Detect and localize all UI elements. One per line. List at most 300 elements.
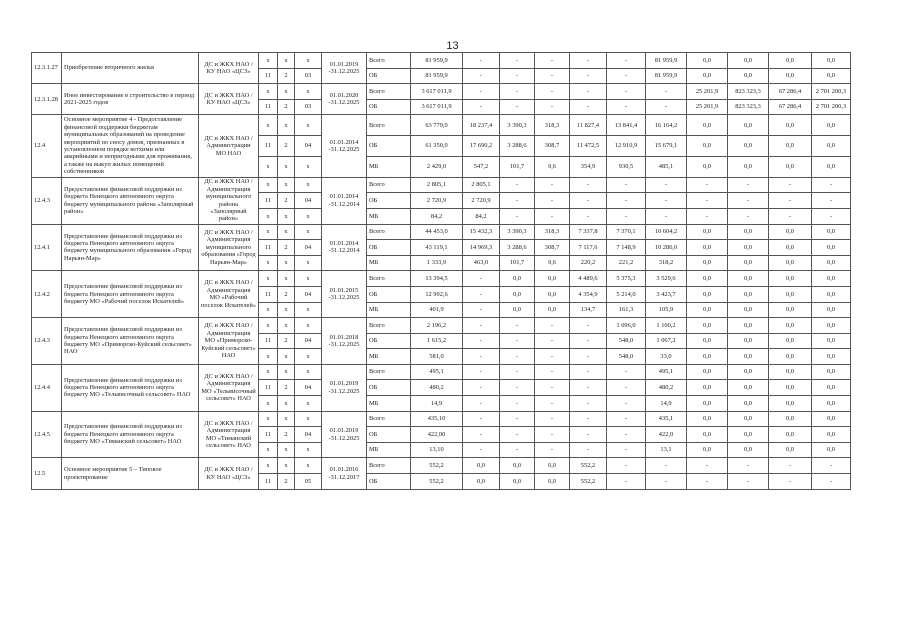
value-cell: - [535, 364, 570, 380]
value-cell: 0,0 [812, 302, 851, 318]
value-cell: 7 337,8 [570, 224, 607, 240]
period-cell: 01.01.2019 -31.12.2025 [322, 364, 367, 411]
value-cell: - [463, 364, 500, 380]
budget-code-cell: x [259, 177, 278, 193]
item-name-cell: Предоставление финансовой поддержки из бюджета Ненецкого автономного округа бюджету МО «Тиманский сельсовет» НАО [62, 411, 199, 458]
value-cell: 10 286,0 [646, 240, 687, 256]
value-cell: 84,2 [463, 208, 500, 224]
value-cell: 2 196,2 [411, 318, 463, 334]
budget-code-cell: x [259, 302, 278, 318]
value-cell: 435,10 [411, 411, 463, 427]
budget-code-cell: 2 [278, 286, 295, 302]
budget-table [31, 52, 905, 490]
value-cell: - [463, 84, 500, 100]
budget-code-cell: x [259, 156, 278, 177]
value-cell: 3 529,6 [646, 271, 687, 287]
value-cell: 0,0 [812, 364, 851, 380]
value-cell: - [607, 193, 646, 209]
budget-code-cell: x [295, 364, 322, 380]
value-cell: 4 354,9 [570, 286, 607, 302]
value-cell: 2 805,1 [411, 177, 463, 193]
budget-code-cell: 11 [259, 380, 278, 396]
budget-code-cell: x [295, 177, 322, 193]
value-cell: 0,0 [687, 318, 728, 334]
executor-cell: ДС и ЖКХ НАО / Администрация муниципального образования «Город Нарьян-Мар» [199, 224, 259, 271]
value-cell: 12 910,9 [607, 136, 646, 157]
value-cell: 221,2 [607, 255, 646, 271]
funding-source-cell: ОБ [367, 193, 411, 209]
value-cell: 0,0 [500, 302, 535, 318]
table-row [32, 271, 905, 287]
value-cell: - [535, 427, 570, 443]
value-cell: 2 720,9 [463, 193, 500, 209]
value-cell: 44 453,0 [411, 224, 463, 240]
value-cell: 0,0 [769, 302, 812, 318]
value-cell: 1 067,2 [646, 333, 687, 349]
item-number-cell: 12.4.1 [32, 224, 62, 271]
value-cell: - [769, 208, 812, 224]
funding-source-cell: Всего [367, 177, 411, 193]
budget-code-cell: x [259, 115, 278, 136]
value-cell: 11 472,5 [570, 136, 607, 157]
value-cell: 0,0 [812, 136, 851, 157]
executor-cell: ДС и ЖКХ НАО / КУ НАО «ЦСЗ» [199, 458, 259, 489]
value-cell: 1 615,2 [411, 333, 463, 349]
value-cell: - [812, 458, 851, 474]
funding-source-cell: ОБ [367, 68, 411, 84]
value-cell: 0,0 [500, 474, 535, 490]
value-cell: 0,0 [728, 333, 769, 349]
value-cell: 10 604,2 [646, 224, 687, 240]
funding-source-cell: МБ [367, 208, 411, 224]
budget-code-cell: 03 [295, 68, 322, 84]
table-row [32, 458, 905, 474]
value-cell: - [570, 99, 607, 115]
value-cell: 0,0 [812, 427, 851, 443]
budget-code-cell: x [259, 349, 278, 365]
value-cell: - [570, 84, 607, 100]
value-cell: - [607, 68, 646, 84]
executor-cell: ДС и ЖКХ НАО / Администрация муниципального района «Заполярный район» [199, 177, 259, 224]
value-cell: 9,6 [535, 156, 570, 177]
value-cell: - [570, 193, 607, 209]
budget-code-cell: x [259, 208, 278, 224]
value-cell: 0,0 [687, 115, 728, 136]
value-cell: 81 959,9 [646, 68, 687, 84]
value-cell: - [500, 427, 535, 443]
value-cell: - [500, 318, 535, 334]
value-cell: 823 323,3 [728, 99, 769, 115]
value-cell: 435,1 [646, 411, 687, 427]
item-number-cell: 12.3.1.27 [32, 53, 62, 84]
funding-source-cell: МБ [367, 156, 411, 177]
budget-code-cell: x [278, 224, 295, 240]
value-cell: 7 148,9 [607, 240, 646, 256]
item-name-cell: Предоставление финансовой поддержки из бюджета Ненецкого автономного округа бюджету МО «Приморско-Куйский сельсовет» НАО [62, 318, 199, 365]
budget-code-cell: 2 [278, 380, 295, 396]
value-cell: 0,0 [728, 136, 769, 157]
budget-code-cell: x [278, 364, 295, 380]
value-cell: 0,0 [687, 396, 728, 412]
value-cell: - [535, 411, 570, 427]
value-cell: 0,0 [812, 333, 851, 349]
budget-code-cell: 11 [259, 136, 278, 157]
value-cell: - [607, 396, 646, 412]
value-cell: - [728, 208, 769, 224]
budget-code-cell: x [295, 208, 322, 224]
value-cell: 401,9 [411, 302, 463, 318]
value-cell: 2 720,9 [411, 193, 463, 209]
item-name-cell: Приобретение вторичного жилья [62, 53, 199, 84]
budget-code-cell: x [295, 224, 322, 240]
value-cell: 0,0 [728, 396, 769, 412]
value-cell: 0,0 [687, 240, 728, 256]
value-cell: 318,2 [646, 255, 687, 271]
value-cell: 0,0 [728, 115, 769, 136]
value-cell: 33,0 [646, 349, 687, 365]
value-cell: 0,0 [769, 380, 812, 396]
value-cell: 0,0 [769, 442, 812, 458]
value-cell: 0,0 [769, 156, 812, 177]
value-cell: - [812, 474, 851, 490]
value-cell: 0,0 [769, 271, 812, 287]
value-cell: 0,0 [769, 396, 812, 412]
item-name-cell: Основное мероприятие 4 - Предоставление финансовой поддержки бюджетам муниципальных образований на проведение мероприятий по сносу домов, признанных в установленном порядке ветхими или аварийными и непригодными для проживания, а также на выкуп жилых помещений собственников [62, 115, 199, 177]
value-cell: - [570, 333, 607, 349]
value-cell: 548,0 [607, 349, 646, 365]
table-body [32, 53, 905, 490]
value-cell: - [463, 271, 500, 287]
funding-source-cell: Всего [367, 458, 411, 474]
value-cell: 17 690,2 [463, 136, 500, 157]
table-row [32, 318, 905, 334]
value-cell: - [500, 193, 535, 209]
budget-code-cell: x [259, 364, 278, 380]
value-cell: 0,0 [687, 302, 728, 318]
budget-code-cell: x [295, 442, 322, 458]
value-cell: - [500, 349, 535, 365]
budget-code-cell: 2 [278, 68, 295, 84]
budget-code-cell: x [278, 115, 295, 136]
value-cell: - [500, 333, 535, 349]
value-cell: 318,3 [535, 115, 570, 136]
value-cell: 0,0 [687, 427, 728, 443]
value-cell: - [463, 68, 500, 84]
item-name-cell: Предоставление финансовой поддержки из бюджета Ненецкого автономного округа бюджету МО «Тельвисочный сельсовет» НАО [62, 364, 199, 411]
budget-code-cell: 11 [259, 333, 278, 349]
budget-code-cell: 04 [295, 286, 322, 302]
value-cell: 15 679,1 [646, 136, 687, 157]
budget-code-cell: x [295, 271, 322, 287]
value-cell: - [535, 442, 570, 458]
budget-code-cell: x [259, 318, 278, 334]
value-cell: 4 489,6 [570, 271, 607, 287]
funding-source-cell: ОБ [367, 333, 411, 349]
value-cell: 0,0 [769, 255, 812, 271]
budget-code-cell: 11 [259, 474, 278, 490]
value-cell: - [570, 68, 607, 84]
value-cell: 422,0 [646, 427, 687, 443]
value-cell: - [769, 458, 812, 474]
value-cell: 15 432,3 [463, 224, 500, 240]
value-cell: 0,0 [812, 442, 851, 458]
value-cell: 81 959,9 [411, 53, 463, 69]
value-cell: 13 841,4 [607, 115, 646, 136]
value-cell: - [500, 84, 535, 100]
budget-code-cell: 04 [295, 427, 322, 443]
value-cell: - [535, 177, 570, 193]
budget-code-cell: 2 [278, 193, 295, 209]
value-cell: 581,0 [411, 349, 463, 365]
value-cell: 930,5 [607, 156, 646, 177]
value-cell: - [570, 318, 607, 334]
value-cell: 823 323,3 [728, 84, 769, 100]
item-number-cell: 12.4.5 [32, 411, 62, 458]
value-cell: 0,0 [500, 286, 535, 302]
executor-cell: ДС и ЖКХ НАО / Администрации МО НАО [199, 115, 259, 177]
value-cell: - [607, 458, 646, 474]
value-cell: - [769, 177, 812, 193]
value-cell: 14,9 [646, 396, 687, 412]
value-cell: - [769, 474, 812, 490]
funding-source-cell: Всего [367, 364, 411, 380]
value-cell: - [687, 177, 728, 193]
value-cell: 81 959,9 [646, 53, 687, 69]
funding-source-cell: МБ [367, 396, 411, 412]
value-cell: 3 617 011,9 [411, 99, 463, 115]
value-cell: 43 119,1 [411, 240, 463, 256]
budget-code-cell: x [278, 318, 295, 334]
value-cell: 3 288,6 [500, 240, 535, 256]
value-cell: 0,0 [687, 442, 728, 458]
value-cell: - [607, 53, 646, 69]
budget-code-cell: x [295, 411, 322, 427]
value-cell: 308,7 [535, 136, 570, 157]
value-cell: 0,0 [535, 458, 570, 474]
budget-code-cell: x [278, 177, 295, 193]
value-cell: 0,0 [728, 427, 769, 443]
value-cell: 0,0 [812, 349, 851, 365]
value-cell: 16 164,2 [646, 115, 687, 136]
budget-code-cell: 11 [259, 68, 278, 84]
budget-code-cell: x [278, 302, 295, 318]
budget-code-cell: x [295, 255, 322, 271]
period-cell: 01.01.2014 -31.12.2025 [322, 115, 367, 177]
budget-code-cell: 04 [295, 240, 322, 256]
value-cell: - [463, 53, 500, 69]
budget-code-cell: 2 [278, 136, 295, 157]
period-cell: 01.01.2020 -31.12.2025 [322, 84, 367, 115]
value-cell: 134,7 [570, 302, 607, 318]
budget-code-cell: x [278, 442, 295, 458]
budget-code-cell: x [259, 396, 278, 412]
budget-code-cell: x [278, 349, 295, 365]
value-cell: - [646, 474, 687, 490]
executor-cell: ДС и ЖКХ НАО / Администрация МО «Рабочий поселок Искателей» [199, 271, 259, 318]
value-cell: 13,1 [646, 442, 687, 458]
value-cell: 61 350,0 [411, 136, 463, 157]
value-cell: 0,0 [812, 396, 851, 412]
value-cell: 3 617 011,9 [411, 84, 463, 100]
value-cell: 0,0 [812, 224, 851, 240]
budget-code-cell: x [295, 318, 322, 334]
value-cell: 2 429,0 [411, 156, 463, 177]
value-cell: - [728, 177, 769, 193]
item-number-cell: 12.3.1.28 [32, 84, 62, 115]
value-cell: 0,0 [728, 240, 769, 256]
period-cell: 01.01.2014 -31.12.2014 [322, 177, 367, 224]
budget-code-cell: 04 [295, 333, 322, 349]
value-cell: 0,0 [812, 411, 851, 427]
value-cell: 2 701 200,3 [812, 84, 851, 100]
item-name-cell: Предоставление финансовой поддержки из бюджета Ненецкого автономного округа бюджету муниципального района «Заполярный район» [62, 177, 199, 224]
value-cell: 11 827,4 [570, 115, 607, 136]
budget-code-cell: x [278, 396, 295, 412]
value-cell: 84,2 [411, 208, 463, 224]
value-cell: 1 096,0 [607, 318, 646, 334]
budget-code-cell: 2 [278, 474, 295, 490]
value-cell: 0,0 [769, 349, 812, 365]
value-cell: - [500, 68, 535, 84]
funding-source-cell: Всего [367, 318, 411, 334]
funding-source-cell: Всего [367, 411, 411, 427]
value-cell: - [687, 458, 728, 474]
funding-source-cell: ОБ [367, 286, 411, 302]
funding-source-cell: Всего [367, 84, 411, 100]
value-cell: 480,2 [411, 380, 463, 396]
value-cell: 0,0 [500, 458, 535, 474]
budget-code-cell: 11 [259, 286, 278, 302]
budget-code-cell: x [278, 53, 295, 69]
budget-code-cell: x [278, 208, 295, 224]
value-cell: - [570, 177, 607, 193]
value-cell: - [535, 84, 570, 100]
budget-code-cell: 11 [259, 99, 278, 115]
value-cell: - [500, 208, 535, 224]
value-cell: - [687, 208, 728, 224]
value-cell: 354,9 [570, 156, 607, 177]
value-cell: 0,0 [769, 240, 812, 256]
budget-code-cell: 2 [278, 427, 295, 443]
budget-code-cell: x [259, 442, 278, 458]
value-cell: 0,0 [812, 271, 851, 287]
budget-code-cell: x [278, 255, 295, 271]
value-cell: 0,0 [728, 156, 769, 177]
value-cell: 0,0 [687, 411, 728, 427]
value-cell: 0,0 [728, 411, 769, 427]
value-cell: 3 423,7 [646, 286, 687, 302]
value-cell: 495,1 [411, 364, 463, 380]
item-number-cell: 12.5 [32, 458, 62, 489]
period-cell: 01.01.2016 -31.12.2017 [322, 458, 367, 489]
executor-cell: ДС и ЖКХ НАО /Администрация МО «Тиманский сельсовет» НАО [199, 411, 259, 458]
value-cell: 0,0 [687, 136, 728, 157]
value-cell: 101,7 [500, 156, 535, 177]
funding-source-cell: Всего [367, 271, 411, 287]
value-cell: 0,0 [769, 53, 812, 69]
value-cell: - [728, 458, 769, 474]
table-row [32, 84, 905, 100]
budget-code-cell: x [295, 156, 322, 177]
value-cell: - [812, 177, 851, 193]
value-cell: 0,0 [535, 474, 570, 490]
value-cell: - [535, 349, 570, 365]
value-cell: 0,0 [728, 286, 769, 302]
value-cell: 81 959,9 [411, 68, 463, 84]
value-cell: 0,0 [687, 255, 728, 271]
value-cell: 12 992,6 [411, 286, 463, 302]
period-cell: 01.01.2014 -31.12.2014 [322, 224, 367, 271]
budget-code-cell: x [278, 271, 295, 287]
budget-code-cell: x [278, 84, 295, 100]
budget-code-cell: 04 [295, 380, 322, 396]
budget-code-cell: 11 [259, 240, 278, 256]
value-cell: - [500, 411, 535, 427]
period-cell: 01.01.2019 -31.12.2025 [322, 411, 367, 458]
budget-code-cell: x [295, 458, 322, 474]
value-cell: 0,0 [728, 68, 769, 84]
budget-code-cell: x [295, 53, 322, 69]
value-cell: 0,0 [769, 427, 812, 443]
value-cell: 0,0 [728, 318, 769, 334]
period-cell: 01.01.2018 -31.12.2025 [322, 318, 367, 365]
value-cell: 0,0 [812, 255, 851, 271]
value-cell: 0,0 [463, 474, 500, 490]
budget-code-cell: x [295, 349, 322, 365]
value-cell: 0,0 [500, 271, 535, 287]
value-cell: - [687, 193, 728, 209]
value-cell: 25 201,9 [687, 84, 728, 100]
value-cell: - [646, 208, 687, 224]
value-cell: 220,2 [570, 255, 607, 271]
item-name-cell: Предоставление финансовой поддержки из бюджета Ненецкого автономного округа бюджету муниципального образования «Город Нарьян-Мар» [62, 224, 199, 271]
value-cell: 0,0 [687, 380, 728, 396]
value-cell: - [535, 333, 570, 349]
executor-cell: ДС и ЖКХ НАО /Администрация МО «Приморско-Куйский сельсовет» НАО [199, 318, 259, 365]
funding-source-cell: Всего [367, 224, 411, 240]
value-cell: - [463, 99, 500, 115]
funding-source-cell: ОБ [367, 474, 411, 490]
value-cell: 67 286,4 [769, 99, 812, 115]
value-cell: 105,9 [646, 302, 687, 318]
value-cell: - [535, 68, 570, 84]
value-cell: - [728, 193, 769, 209]
value-cell: 0,0 [687, 156, 728, 177]
value-cell: - [646, 84, 687, 100]
value-cell: - [607, 84, 646, 100]
value-cell: 552,2 [411, 474, 463, 490]
value-cell: - [463, 318, 500, 334]
value-cell: 0,0 [463, 458, 500, 474]
value-cell: 422,00 [411, 427, 463, 443]
value-cell: 0,0 [769, 136, 812, 157]
item-number-cell: 12.4.4 [32, 364, 62, 411]
value-cell: 5 214,0 [607, 286, 646, 302]
value-cell: 0,0 [687, 364, 728, 380]
value-cell: 0,0 [728, 442, 769, 458]
table-row [32, 53, 905, 69]
value-cell: 0,0 [769, 224, 812, 240]
funding-source-cell: Всего [367, 53, 411, 69]
value-cell: 0,0 [687, 286, 728, 302]
item-number-cell: 12.4.3 [32, 318, 62, 365]
value-cell: 0,0 [769, 115, 812, 136]
budget-code-cell: 11 [259, 427, 278, 443]
value-cell: - [463, 380, 500, 396]
value-cell: - [607, 380, 646, 396]
value-cell: - [607, 474, 646, 490]
value-cell: - [728, 474, 769, 490]
